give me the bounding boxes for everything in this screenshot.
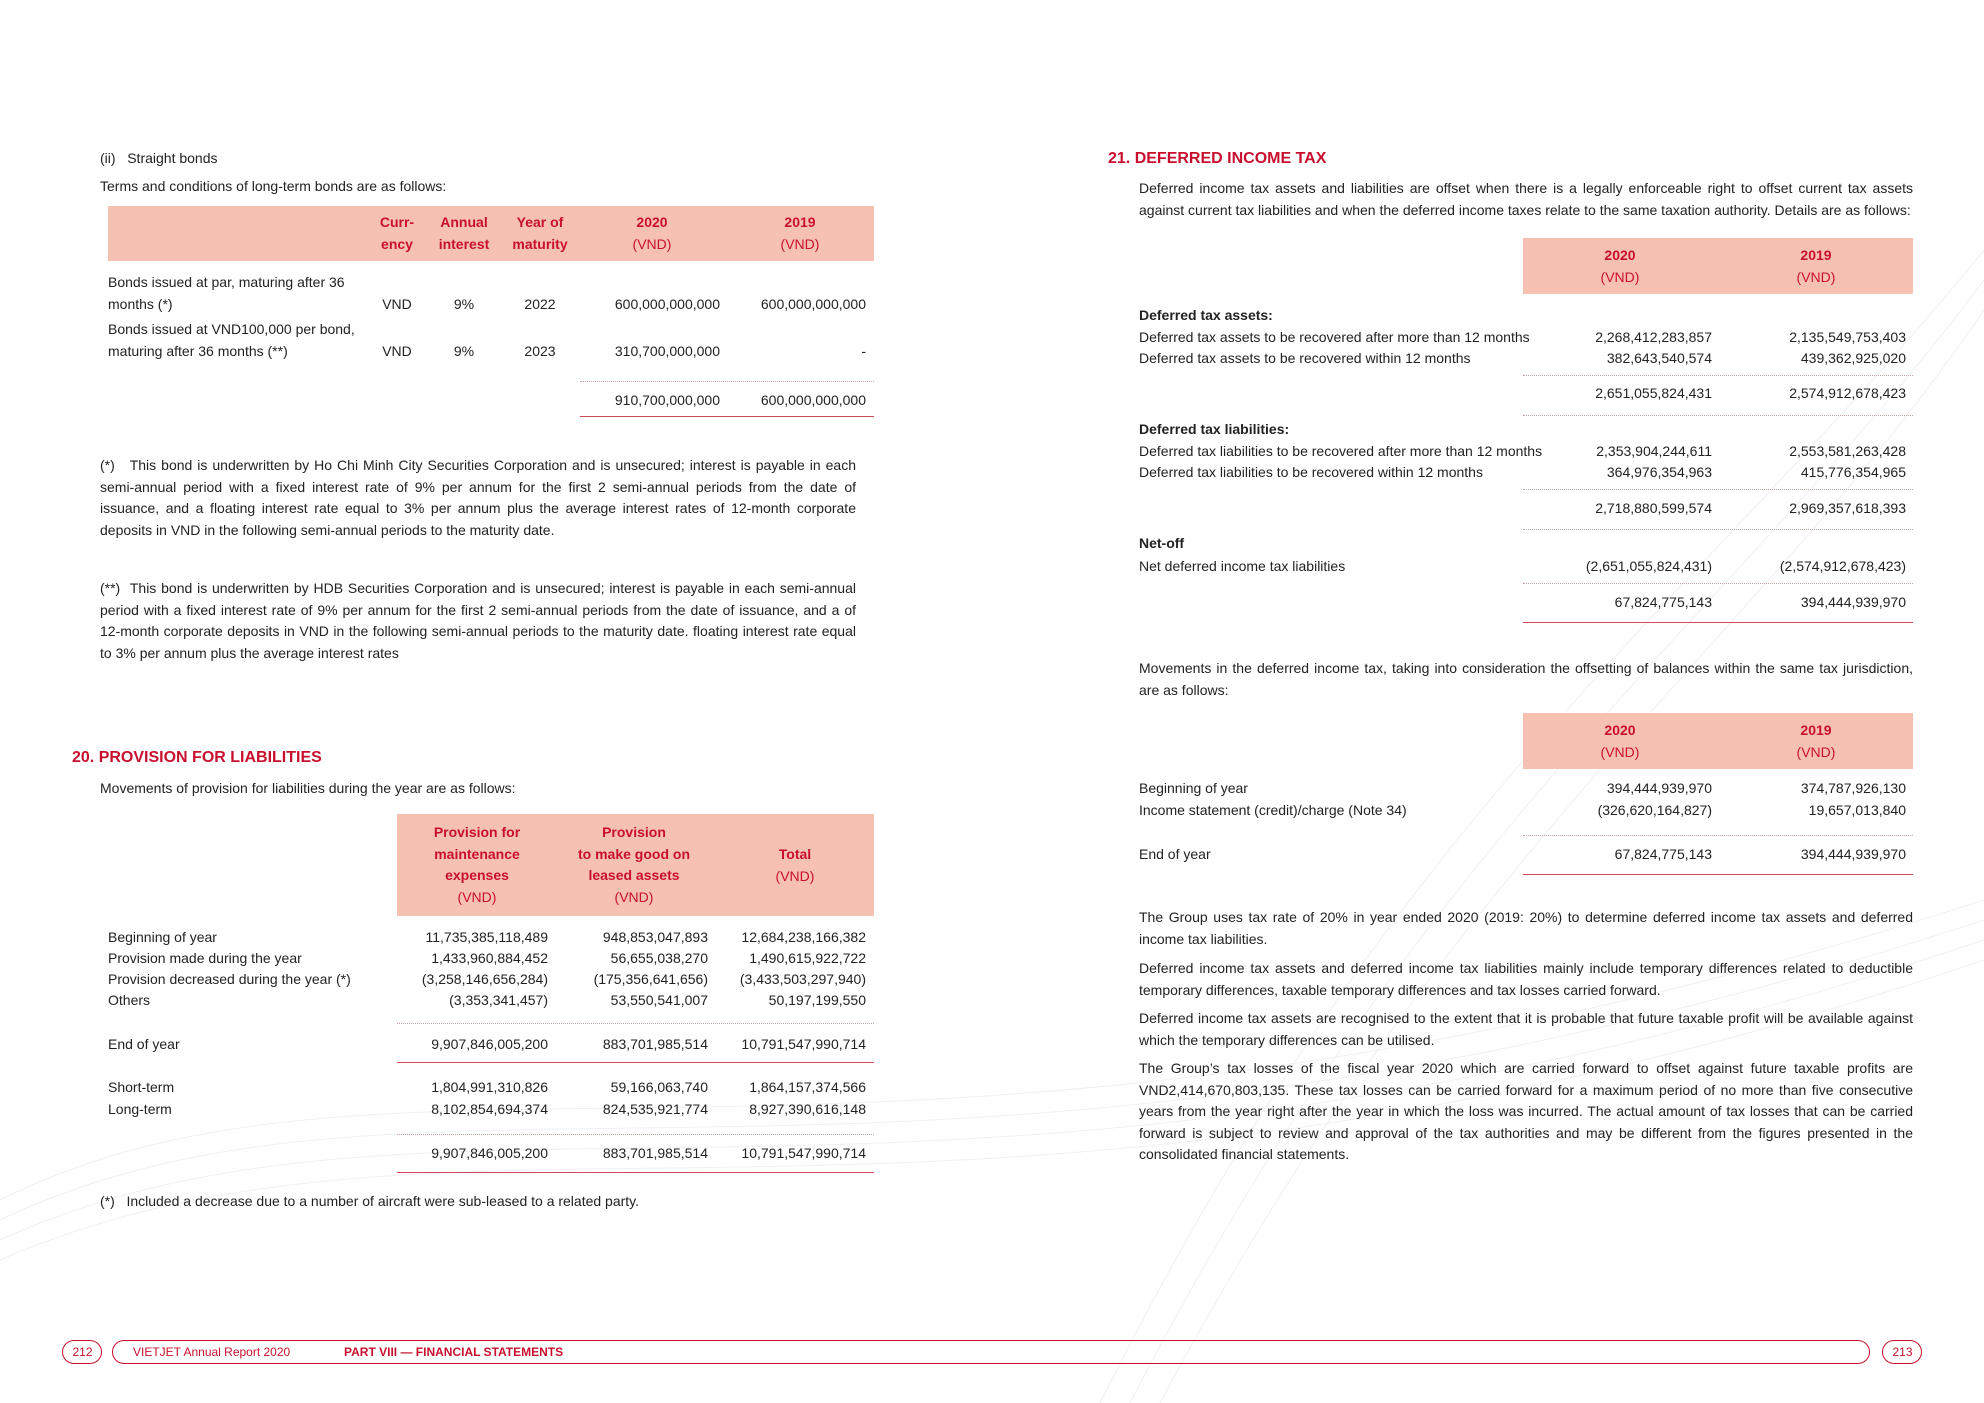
deferred-liabilities-row-2019: 415,776,354,965: [1800, 464, 1906, 480]
bonds-header-2020: 2020 (VND): [632, 214, 672, 252]
provision-row-maint: 1,433,960,884,452: [431, 950, 548, 966]
bonds-total-2019: 600,000,000,000: [760, 392, 866, 408]
deferred-liabilities-total-divider: [1523, 529, 1913, 530]
movements-header-2019: 2019 (VND): [1796, 722, 1836, 760]
provision-row-total: (3,433,503,297,940): [739, 971, 866, 987]
deferred-assets-heading: Deferred tax assets:: [1139, 307, 1273, 323]
provision-total-divider: [397, 1134, 874, 1135]
provision-row-label: Provision decreased during the year (*): [108, 971, 351, 987]
deferred-assets-total-2020: 2,651,055,824,431: [1595, 385, 1712, 401]
movements-end-2019: 394,444,939,970: [1800, 846, 1906, 862]
bond-row-1-2020: 600,000,000,000: [614, 296, 720, 312]
provision-row-total: 50,197,199,550: [768, 992, 866, 1008]
provision-long-term-total: 8,927,390,616,148: [749, 1101, 866, 1117]
bond-note-2: (**) This bond is underwritten by HDB Securities Corporation and is unsecured; interest is payable in each semi-annual period with a fixed interest rate of 9% per annum for the first 2 semi-annual periods from the date of issuance, and a of 12-month corporate deposits in VND in the following semi-annual periods to the maturity date. floating interest rate equal to 3% per annum plus the average interest rates: [100, 580, 856, 661]
deferred-liabilities-row-label: Deferred tax liabilities to be recovered after more than 12 months: [1139, 443, 1543, 459]
netoff-underline: [1523, 622, 1913, 623]
temporary-differences-paragraph: Deferred income tax assets and deferred income tax liabilities mainly include temporary differences related to deductible temporary differences, taxable temporary differences and tax losses carried forward.: [1139, 960, 1913, 998]
netoff-2020: (2,651,055,824,431): [1585, 558, 1712, 574]
provision-short-term-maint: 1,804,991,310,826: [431, 1079, 548, 1095]
bonds-total-divider: [580, 381, 874, 382]
bond-row-1-currency: VND: [382, 296, 412, 312]
bonds-header-currency: Curr- ency: [379, 214, 415, 252]
bonds-header-maturity: Year of maturity: [512, 214, 568, 252]
provision-long-term-makegood: 824,535,921,774: [602, 1101, 708, 1117]
deferred-assets-row-2020: 2,268,412,283,857: [1595, 329, 1712, 345]
deferred-assets-divider: [1523, 375, 1913, 376]
netoff-divider: [1523, 583, 1913, 584]
straight-bonds-heading: (ii) Straight bonds: [100, 150, 218, 166]
provision-header-makegood: Provision to make good on leased assets (VND): [578, 824, 690, 905]
footer-report-title: VIETJET Annual Report 2020: [133, 1345, 291, 1359]
movements-row-label: Beginning of year: [1139, 780, 1248, 796]
straight-bonds-intro: Terms and conditions of long-term bonds are as follows:: [100, 178, 447, 194]
deferred-assets-row-2019: 2,135,549,753,403: [1789, 329, 1906, 345]
provision-footnote: (*) Included a decrease due to a number of aircraft were sub-leased to a related party.: [100, 1193, 640, 1209]
deferred-assets-total-divider: [1523, 415, 1913, 416]
movements-end-2020: 67,824,775,143: [1614, 846, 1712, 862]
bond-row-2-2019: -: [861, 343, 866, 359]
movements-row-label: Income statement (credit)/charge (Note 34): [1139, 802, 1407, 818]
bond-note-1: (*) This bond is underwritten by Ho Chi Minh City Securities Corporation and is unsecured; interest is payable in each semi-annual period with a fixed interest rate of 9% per annum for the first 2 semi-annual periods from the date of issuance, and a floating interest rate equal to 3% per annum plus the average interest rates of 12-month corporate deposits in VND in the following semi-annual periods to the maturity date.: [100, 457, 856, 538]
bonds-header-2019: 2019 (VND): [780, 214, 820, 252]
deferred-header-2019: 2019 (VND): [1796, 247, 1836, 285]
provision-total-total: 10,791,547,990,714: [741, 1145, 866, 1161]
provision-long-term-label: Long-term: [108, 1101, 172, 1117]
deferred-assets-row-2019: 439,362,925,020: [1800, 350, 1906, 366]
deferred-header-2020: 2020 (VND): [1600, 247, 1640, 285]
provision-end-maint: 9,907,846,005,200: [431, 1036, 548, 1052]
bond-row-2-2020: 310,700,000,000: [614, 343, 720, 359]
bonds-header-interest: Annual interest: [438, 214, 490, 252]
provision-end-makegood: 883,701,985,514: [602, 1036, 708, 1052]
movements-row-2019: 19,657,013,840: [1808, 802, 1906, 818]
deferred-tax-intro: Deferred income tax assets and liabilities are offset when there is a legally enforceable right to offset current tax assets against current tax liabilities and when the deferred income taxes relate to the same taxation authority. Details are as follows:: [1139, 180, 1913, 218]
tax-losses-paragraph: The Group’s tax losses of the fiscal year 2020 which are carried forward to offset against future taxable profits are VND2,414,670,803,135. These tax losses can be carried forward for a maximum period of no more than five consecutive years from the year right after the year in which the loss was incurred. The actual amount of tax losses that can be carried forward is subject to review and approval of the tax authorities and may be different from the figures presented in the consolidated financial statements.: [1139, 1060, 1913, 1162]
provision-total-maint: 9,907,846,005,200: [431, 1145, 548, 1161]
movements-header-2020: 2020 (VND): [1600, 722, 1640, 760]
provision-end-total: 10,791,547,990,714: [741, 1036, 866, 1052]
provision-row-maint: (3,258,146,656,284): [421, 971, 548, 987]
deferred-liabilities-row-2019: 2,553,581,263,428: [1789, 443, 1906, 459]
deferred-assets-row-label: Deferred tax assets to be recovered after more than 12 months: [1139, 329, 1530, 345]
provision-end-divider: [397, 1023, 874, 1024]
netoff-heading: Net-off: [1139, 535, 1185, 551]
netoff-2019: (2,574,912,678,423): [1779, 558, 1906, 574]
movements-row-2020: (326,620,164,827): [1597, 802, 1712, 818]
provision-row-makegood: 53,550,541,007: [610, 992, 708, 1008]
recognition-paragraph: Deferred income tax assets are recognised to the extent that it is probable that future taxable profit will be available against which the temporary differences can be utilised.: [1139, 1010, 1913, 1048]
section-21-title: 21. DEFERRED INCOME TAX: [1108, 150, 1327, 167]
netoff-total-2020: 67,824,775,143: [1614, 594, 1712, 610]
page-number-left: 212: [72, 1345, 93, 1359]
footer-part-title: PART VIII — FINANCIAL STATEMENTS: [344, 1345, 564, 1359]
section-20-title: 20. PROVISION FOR LIABILITIES: [72, 749, 322, 766]
provision-row-makegood: 56,655,038,270: [610, 950, 708, 966]
provision-total-underline: [397, 1172, 874, 1173]
movements-divider: [1523, 835, 1913, 836]
bonds-total-2020: 910,700,000,000: [614, 392, 720, 408]
deferred-liabilities-divider: [1523, 489, 1913, 490]
provision-row-label: Beginning of year: [108, 929, 217, 945]
provision-end-label: End of year: [108, 1036, 180, 1052]
bond-row-1-interest: 9%: [453, 296, 475, 312]
provision-row-maint: 11,735,385,118,489: [425, 929, 548, 945]
provision-row-total: 12,684,238,166,382: [741, 929, 866, 945]
bond-row-2-currency: VND: [382, 343, 412, 359]
movements-end-label: End of year: [1139, 846, 1211, 862]
provision-short-term-makegood: 59,166,063,740: [610, 1079, 708, 1095]
netoff-total-2019: 394,444,939,970: [1800, 594, 1906, 610]
provision-long-term-maint: 8,102,854,694,374: [431, 1101, 548, 1117]
bond-row-1-maturity: 2022: [524, 296, 556, 312]
provision-end-underline: [397, 1062, 874, 1063]
deferred-liabilities-total-2019: 2,969,357,618,393: [1789, 500, 1906, 516]
provision-intro: Movements of provision for liabilities during the year are as follows:: [100, 780, 516, 796]
deferred-assets-total-2019: 2,574,912,678,423: [1789, 385, 1906, 401]
bond-row-2-maturity: 2023: [524, 343, 556, 359]
provision-header-maintenance: Provision for maintenance expenses (VND): [433, 824, 521, 905]
deferred-liabilities-heading: Deferred tax liabilities:: [1139, 421, 1290, 437]
movements-row-2019: 374,787,926,130: [1800, 780, 1906, 796]
provision-row-makegood: 948,853,047,893: [602, 929, 708, 945]
bond-row-1-label: Bonds issued at par, maturing after 36 months (*): [108, 274, 345, 312]
provision-short-term-total: 1,864,157,374,566: [749, 1079, 866, 1095]
provision-row-maint: (3,353,341,457): [449, 992, 548, 1008]
bond-row-1-2019: 600,000,000,000: [760, 296, 866, 312]
provision-row-total: 1,490,615,922,722: [749, 950, 866, 966]
movements-row-2020: 394,444,939,970: [1606, 780, 1712, 796]
netoff-label: Net deferred income tax liabilities: [1139, 558, 1346, 574]
movements-intro: Movements in the deferred income tax, taking into consideration the offsetting of balances within the same tax jurisdiction, are as follows:: [1139, 660, 1913, 698]
provision-row-label: Others: [108, 992, 151, 1008]
provision-row-makegood: (175,356,641,656): [593, 971, 708, 987]
provision-row-label: Provision made during the year: [108, 950, 302, 966]
deferred-liabilities-total-2020: 2,718,880,599,574: [1595, 500, 1712, 516]
bond-row-2-interest: 9%: [453, 343, 475, 359]
tax-rate-paragraph: The Group uses tax rate of 20% in year ended 2020 (2019: 20%) to determine deferred income tax assets and deferred income tax liabilities.: [1139, 909, 1913, 947]
bond-row-2-label: Bonds issued at VND100,000 per bond, maturing after 36 months (**): [108, 321, 355, 359]
bonds-total-underline: [580, 416, 874, 417]
deferred-liabilities-row-label: Deferred tax liabilities to be recovered within 12 months: [1139, 464, 1483, 480]
page-number-right: 213: [1892, 1345, 1913, 1359]
provision-header-total: Total (VND): [775, 846, 815, 884]
deferred-liabilities-row-2020: 364,976,354,963: [1606, 464, 1712, 480]
deferred-assets-row-2020: 382,643,540,574: [1606, 350, 1712, 366]
deferred-assets-row-label: Deferred tax assets to be recovered within 12 months: [1139, 350, 1471, 366]
deferred-liabilities-row-2020: 2,353,904,244,611: [1596, 443, 1712, 459]
provision-total-makegood: 883,701,985,514: [602, 1145, 708, 1161]
provision-short-term-label: Short-term: [108, 1079, 175, 1095]
movements-underline: [1523, 874, 1913, 875]
